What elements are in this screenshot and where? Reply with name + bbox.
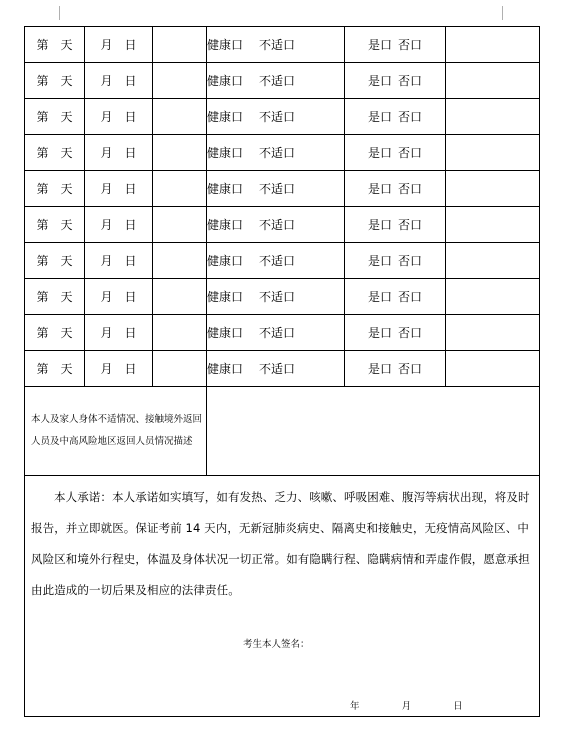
- day-row: [25, 351, 540, 387]
- health-status-cell: [207, 351, 345, 387]
- health-status-cell: [207, 171, 345, 207]
- day-label: 日: [453, 701, 463, 712]
- day-number-cell[interactable]: [25, 135, 85, 171]
- health-checkbox[interactable]: 健康口: [207, 182, 244, 196]
- date-cell[interactable]: [85, 135, 153, 171]
- date-label: 月 日: [100, 146, 137, 160]
- remarks-cell[interactable]: [446, 243, 540, 279]
- date-cell[interactable]: [85, 279, 153, 315]
- no-checkbox[interactable]: 否口: [398, 38, 423, 52]
- day-number-cell[interactable]: [25, 315, 85, 351]
- unwell-checkbox[interactable]: 不适口: [259, 290, 296, 304]
- symptom-status-cell: [345, 99, 446, 135]
- health-status-cell: [207, 99, 345, 135]
- date-label: 月 日: [100, 326, 137, 340]
- health-checkbox[interactable]: 健康口: [207, 326, 244, 340]
- day-number-cell[interactable]: [25, 63, 85, 99]
- day-label: 第 天: [36, 362, 73, 376]
- no-checkbox[interactable]: 否口: [398, 290, 423, 304]
- symptom-status-cell: [345, 135, 446, 171]
- unwell-checkbox[interactable]: 不适口: [259, 110, 296, 124]
- temperature-cell[interactable]: [153, 351, 207, 387]
- yes-checkbox[interactable]: 是口: [367, 254, 392, 268]
- health-checkbox[interactable]: 健康口: [207, 362, 244, 376]
- day-label: 第 天: [36, 38, 73, 52]
- date-label: 月 日: [100, 74, 137, 88]
- unwell-checkbox[interactable]: 不适口: [259, 254, 296, 268]
- day-row: [25, 315, 540, 351]
- health-checkbox[interactable]: 健康口: [207, 146, 244, 160]
- page-corner-mark-left: [59, 6, 60, 20]
- promise-text: 本人承诺：本人承诺如实填写，如有发热、乏力、咳嗽、呼吸困难、腹泻等病状出现，将及时报告，并立即就医。保证考前 14 天内，无新冠肺炎病史、隔离史和接触史，无疫情高风险区、中风险区和境外行程史，体温及身体状况一切正常。如有隐瞒行程、隐瞒病情和弄虚作假，愿意承担由此造成的一切后果及相应的法律责任。: [31, 490, 530, 597]
- page-corner-mark-right: [502, 6, 503, 20]
- temperature-cell[interactable]: [153, 99, 207, 135]
- no-checkbox[interactable]: 否口: [398, 146, 423, 160]
- yes-checkbox[interactable]: 是口: [367, 362, 392, 376]
- day-label: 第 天: [36, 146, 73, 160]
- yes-checkbox[interactable]: 是口: [367, 74, 392, 88]
- date-label: 月 日: [100, 290, 137, 304]
- health-record-table: [24, 26, 540, 717]
- health-checkbox[interactable]: 健康口: [207, 74, 244, 88]
- unwell-checkbox[interactable]: 不适口: [259, 218, 296, 232]
- no-checkbox[interactable]: 否口: [398, 218, 423, 232]
- month-label: 月: [401, 701, 412, 712]
- date-cell[interactable]: [85, 27, 153, 63]
- health-checkbox[interactable]: 健康口: [207, 254, 244, 268]
- day-row: [25, 207, 540, 243]
- date-label: 月 日: [100, 362, 137, 376]
- yes-checkbox[interactable]: 是口: [367, 146, 392, 160]
- day-row: [25, 99, 540, 135]
- day-number-cell[interactable]: [25, 243, 85, 279]
- symptom-status-cell: [345, 171, 446, 207]
- date-cell[interactable]: [85, 99, 153, 135]
- no-checkbox[interactable]: 否口: [398, 362, 423, 376]
- unwell-checkbox[interactable]: 不适口: [259, 326, 296, 340]
- health-checkbox[interactable]: 健康口: [207, 290, 244, 304]
- day-row: [25, 279, 540, 315]
- unwell-checkbox[interactable]: 不适口: [259, 38, 296, 52]
- promise-cell: [25, 476, 540, 717]
- description-input-cell[interactable]: [207, 387, 540, 476]
- health-checkbox[interactable]: 健康口: [207, 38, 244, 52]
- symptom-status-cell: [345, 279, 446, 315]
- day-row: [25, 171, 540, 207]
- date-label: 月 日: [100, 38, 137, 52]
- day-row: [25, 135, 540, 171]
- yes-checkbox[interactable]: 是口: [367, 38, 392, 52]
- yes-checkbox[interactable]: 是口: [367, 326, 392, 340]
- remarks-cell[interactable]: [446, 279, 540, 315]
- health-status-cell: [207, 207, 345, 243]
- date-label: 月 日: [100, 110, 137, 124]
- symptom-status-cell: [345, 243, 446, 279]
- day-number-cell[interactable]: [25, 351, 85, 387]
- unwell-checkbox[interactable]: 不适口: [259, 182, 296, 196]
- temperature-cell[interactable]: [153, 63, 207, 99]
- day-number-cell[interactable]: [25, 99, 85, 135]
- day-label: 第 天: [36, 326, 73, 340]
- date-label: 月 日: [100, 182, 137, 196]
- day-number-cell[interactable]: [25, 207, 85, 243]
- temperature-cell[interactable]: [153, 171, 207, 207]
- temperature-cell[interactable]: [153, 243, 207, 279]
- remarks-cell[interactable]: [446, 351, 540, 387]
- date-label: 月 日: [100, 218, 137, 232]
- remarks-cell[interactable]: [446, 135, 540, 171]
- remarks-cell[interactable]: [446, 63, 540, 99]
- day-row: [25, 27, 540, 63]
- year-label: 年: [350, 701, 360, 712]
- day-label: 第 天: [36, 290, 73, 304]
- day-label: 第 天: [36, 74, 73, 88]
- health-checkbox[interactable]: 健康口: [207, 110, 244, 124]
- remarks-cell[interactable]: [446, 171, 540, 207]
- health-status-cell: [207, 63, 345, 99]
- day-label: 第 天: [36, 110, 73, 124]
- temperature-cell[interactable]: [153, 27, 207, 63]
- date-cell[interactable]: [85, 315, 153, 351]
- no-checkbox[interactable]: 否口: [398, 182, 423, 196]
- day-row: [25, 243, 540, 279]
- no-checkbox[interactable]: 否口: [398, 326, 423, 340]
- yes-checkbox[interactable]: 是口: [367, 182, 392, 196]
- day-number-cell[interactable]: [25, 279, 85, 315]
- remarks-cell[interactable]: [446, 27, 540, 63]
- remarks-cell[interactable]: [446, 207, 540, 243]
- date-label: 月 日: [100, 254, 137, 268]
- signature-date: [350, 698, 463, 712]
- unwell-checkbox[interactable]: 不适口: [259, 146, 296, 160]
- date-cell[interactable]: [85, 243, 153, 279]
- unwell-checkbox[interactable]: 不适口: [259, 74, 296, 88]
- health-status-cell: [207, 243, 345, 279]
- health-status-cell: [207, 279, 345, 315]
- day-number-cell[interactable]: [25, 27, 85, 63]
- symptom-status-cell: [345, 351, 446, 387]
- symptom-status-cell: [345, 27, 446, 63]
- temperature-cell[interactable]: [153, 207, 207, 243]
- day-label: 第 天: [36, 254, 73, 268]
- yes-checkbox[interactable]: 是口: [367, 218, 392, 232]
- health-status-cell: [207, 135, 345, 171]
- day-label: 第 天: [36, 218, 73, 232]
- date-cell[interactable]: [85, 171, 153, 207]
- date-cell[interactable]: [85, 63, 153, 99]
- yes-checkbox[interactable]: 是口: [367, 290, 392, 304]
- temperature-cell[interactable]: [153, 315, 207, 351]
- unwell-checkbox[interactable]: 不适口: [259, 362, 296, 376]
- day-label: 第 天: [36, 182, 73, 196]
- temperature-cell[interactable]: [153, 279, 207, 315]
- yes-checkbox[interactable]: 是口: [367, 110, 392, 124]
- symptom-status-cell: [345, 315, 446, 351]
- symptom-status-cell: [345, 63, 446, 99]
- remarks-cell[interactable]: [446, 99, 540, 135]
- date-cell[interactable]: [85, 351, 153, 387]
- signature-label: 考生本人签名：: [243, 639, 310, 650]
- no-checkbox[interactable]: 否口: [398, 254, 423, 268]
- description-label-cell: [25, 387, 207, 476]
- temperature-cell[interactable]: [153, 135, 207, 171]
- promise-row: [25, 476, 540, 717]
- no-checkbox[interactable]: 否口: [398, 74, 423, 88]
- no-checkbox[interactable]: 否口: [398, 110, 423, 124]
- day-row: [25, 63, 540, 99]
- remarks-cell[interactable]: [446, 315, 540, 351]
- description-row: [25, 387, 540, 476]
- health-status-cell: [207, 27, 345, 63]
- description-label: 本人及家人身体不适情况、接触境外返回人员及中高风险地区返回人员情况描述: [31, 414, 203, 447]
- day-number-cell[interactable]: [25, 171, 85, 207]
- date-cell[interactable]: [85, 207, 153, 243]
- health-status-cell: [207, 315, 345, 351]
- health-checkbox[interactable]: 健康口: [207, 218, 244, 232]
- symptom-status-cell: [345, 207, 446, 243]
